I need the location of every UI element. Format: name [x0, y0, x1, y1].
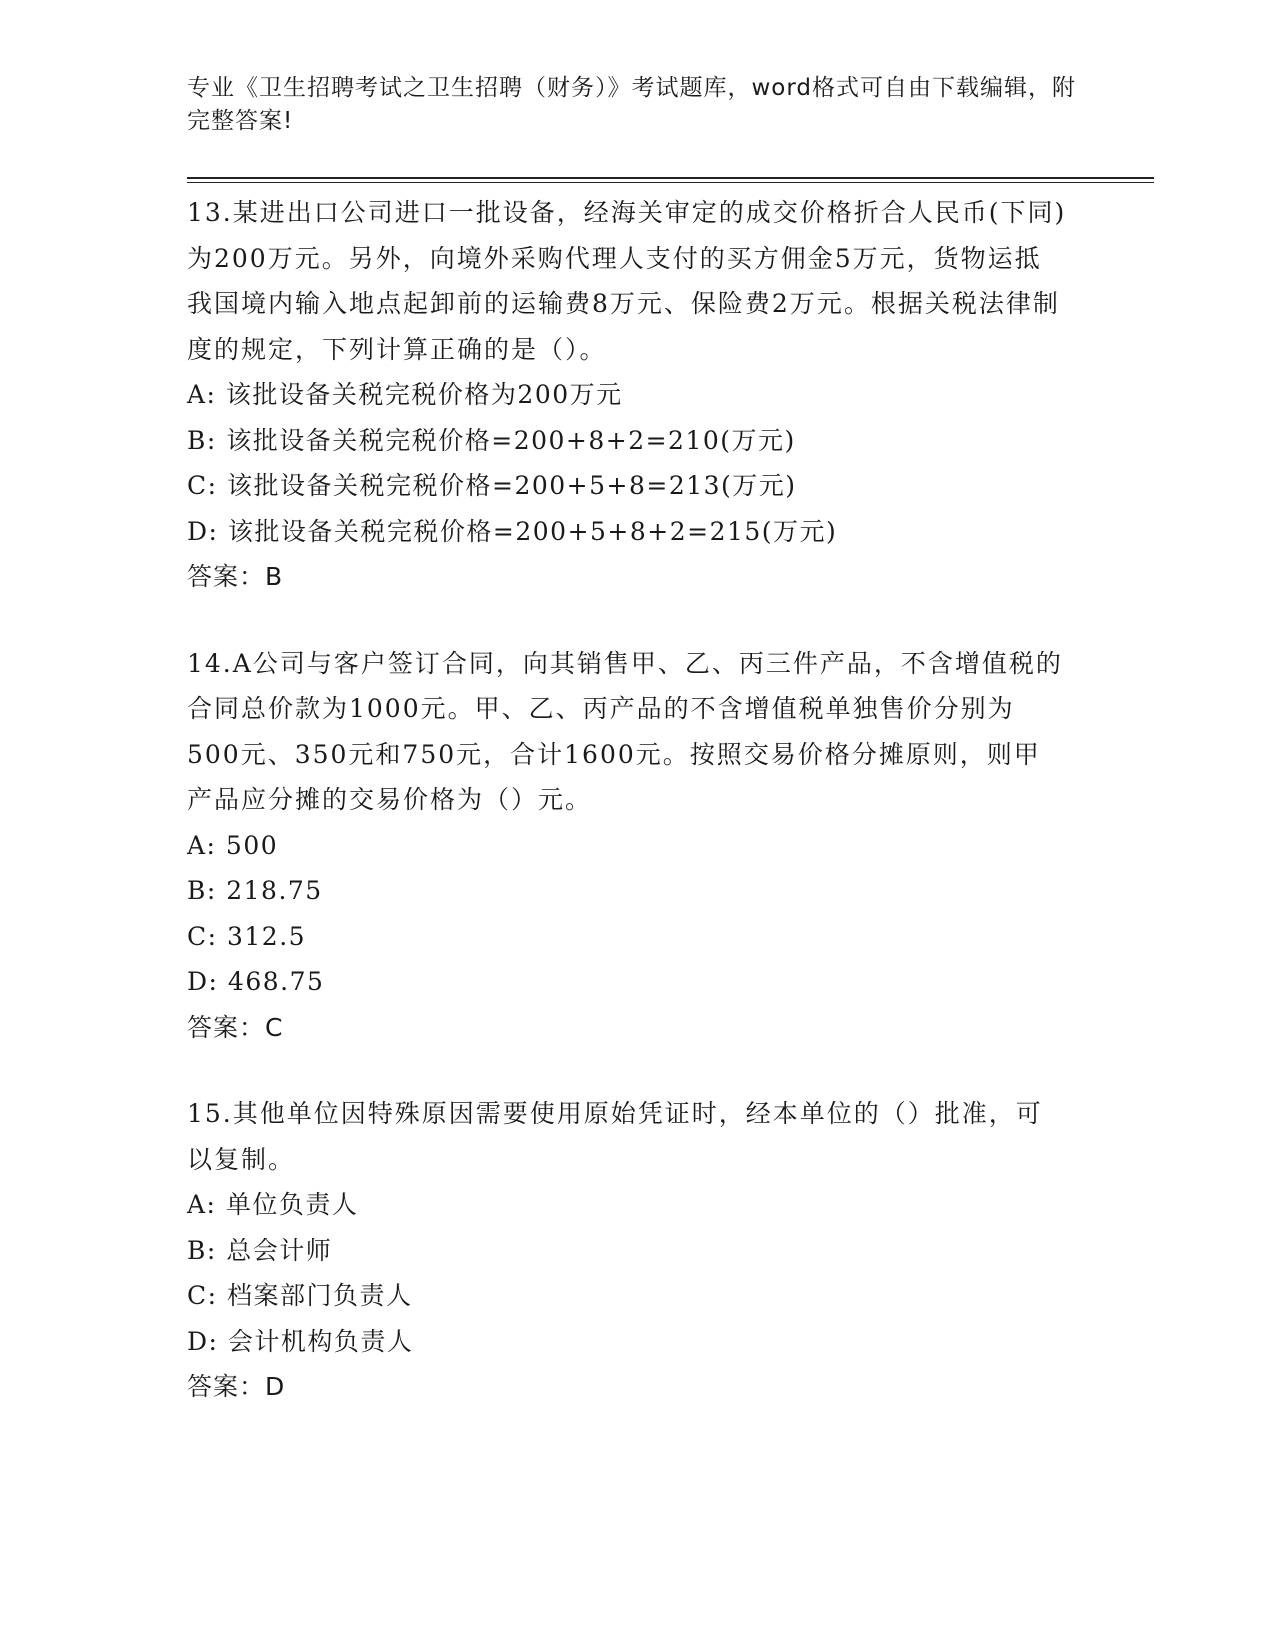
question-stem: 13.某进出口公司进口一批设备，经海关审定的成交价格折合人民币(下同)为200万元。另外，向境外采购代理人支付的买方佣金5万元，货物运抵我国境内输入地点起卸前的运输费8万元、保险费2万元。根据关税法律制度的规定，下列计算正确的是（）。: [187, 198, 1067, 364]
option-d: D: 468.75: [187, 967, 325, 996]
option-b: B: 总会计师: [187, 1235, 333, 1265]
question-13: [187, 190, 1087, 600]
option-c: C: 该批设备关税完税价格=200+5+8=213(万元): [187, 471, 797, 500]
option-d: D: 会计机构负责人: [187, 1326, 414, 1356]
question-14: [187, 641, 1087, 1051]
question-stem: 15.其他单位因特殊原因需要使用原始凭证时，经本单位的（）批准，可以复制。: [187, 1099, 1043, 1174]
answer-label: 答案：D: [187, 1372, 286, 1401]
answer-label: 答案：B: [187, 562, 284, 591]
question-spacer: [187, 600, 1087, 641]
document-header: [187, 72, 1077, 138]
option-b: B: 218.75: [187, 876, 323, 905]
question-spacer: [187, 1050, 1087, 1091]
option-c: C: 档案部门负责人: [187, 1281, 413, 1310]
option-c: C: 312.5: [187, 921, 307, 951]
answer-label: 答案：C: [187, 1012, 284, 1042]
question-15: [187, 1091, 1087, 1410]
option-d: D: 该批设备关税完税价格=200+5+8+2=215(万元): [187, 516, 838, 546]
option-a: A: 500: [187, 830, 279, 860]
header-divider-thin: [187, 182, 1154, 183]
question-list: [187, 190, 1087, 1410]
option-a: A: 单位负责人: [187, 1190, 359, 1219]
header-divider-thick: [187, 177, 1154, 179]
option-a: A: 该批设备关税完税价格为200万元: [187, 380, 623, 409]
option-b: B: 该批设备关税完税价格=200+8+2=210(万元): [187, 425, 796, 455]
header-title: 专业《卫生招聘考试之卫生招聘（财务）》考试题库，word格式可自由下载编辑，附完整答案!: [187, 75, 1077, 134]
question-stem: 14.A公司与客户签订合同，向其销售甲、乙、丙三件产品，不含增值税的合同总价款为1000元。甲、乙、丙产品的不含增值税单独售价分别为500元、350元和750元，合计1600元。按照交易价格分摊原则，则甲产品应分摊的交易价格为（）元。: [187, 648, 1063, 814]
